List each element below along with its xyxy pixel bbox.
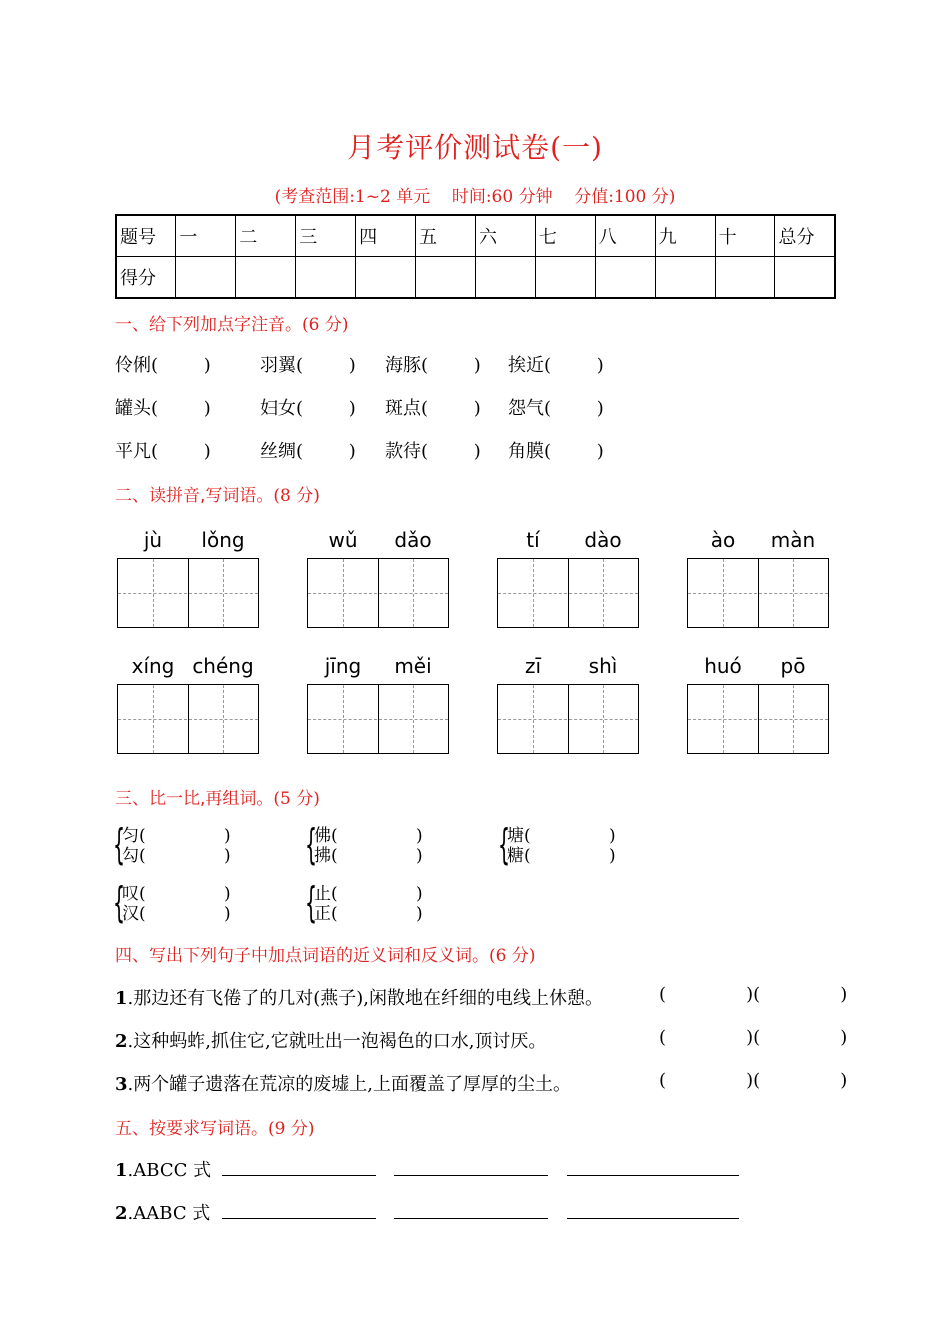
sentence-text: .那边还有飞倦了的几对(燕子),闲散地在纤细的电线上休憩。	[127, 988, 604, 1009]
compare-char: 汉(	[122, 904, 146, 924]
pinyin-item[interactable]: 羽翼( )	[260, 355, 356, 376]
compare-char: 止(	[314, 884, 338, 904]
item-number: 3	[115, 1074, 128, 1095]
answer-line[interactable]	[222, 1175, 376, 1176]
pinyin-item[interactable]: 罐头( )	[115, 398, 211, 419]
pinyin-syllable: měi	[394, 654, 432, 678]
answer-line[interactable]	[394, 1175, 548, 1176]
word-pattern-item	[115, 1156, 211, 1182]
compare-close: )	[416, 904, 423, 924]
score-cell[interactable]	[595, 257, 655, 299]
score-header-cell: 七	[535, 215, 595, 257]
brace-icon: {	[113, 878, 126, 927]
compare-char: 塘(	[507, 826, 531, 846]
score-cell[interactable]	[176, 257, 236, 299]
compare-char: 糖(	[507, 846, 531, 866]
writing-grid[interactable]	[497, 558, 639, 628]
pinyin-syllable: xíng	[131, 654, 175, 678]
score-row-label: 得分	[116, 257, 176, 299]
item-number: 2	[115, 1031, 128, 1052]
section-label: 二、读拼音,写词语。	[115, 486, 274, 506]
pinyin-syllable: màn	[770, 528, 816, 552]
score-cell[interactable]	[655, 257, 715, 299]
score-cell[interactable]	[416, 257, 476, 299]
section-label: 五、按要求写词语。	[115, 1119, 268, 1139]
brace-icon: {	[498, 820, 511, 869]
score-header-cell: 六	[475, 215, 535, 257]
pinyin-item[interactable]: 伶俐( )	[115, 355, 211, 376]
compare-close: )	[609, 846, 616, 866]
score-header-cell: 总分	[775, 215, 835, 257]
section-2-heading	[115, 481, 320, 506]
pinyin-item[interactable]: 角膜( )	[508, 441, 604, 462]
section-points: (6 分)	[489, 946, 536, 966]
pinyin-syllable: zī	[524, 654, 542, 678]
compare-char: 匀(	[122, 826, 146, 846]
score-header-cell: 一	[176, 215, 236, 257]
section-points: (5 分)	[273, 789, 320, 809]
score-header-cell: 二	[236, 215, 296, 257]
item-number: 1	[115, 988, 128, 1009]
sentence-item	[115, 984, 603, 1010]
writing-grid[interactable]	[307, 684, 449, 754]
writing-grid[interactable]	[117, 558, 259, 628]
score-header-cell: 九	[655, 215, 715, 257]
score-cell[interactable]	[535, 257, 595, 299]
score-cell[interactable]	[475, 257, 535, 299]
item-number: 1	[115, 1160, 128, 1181]
writing-grid[interactable]	[117, 684, 259, 754]
writing-grid[interactable]	[307, 558, 449, 628]
sentence-item	[115, 1027, 546, 1053]
section-label: 一、给下列加点字注音。	[115, 315, 302, 335]
sentence-text: .这种蚂蚱,抓住它,它就吐出一泡褐色的口水,顶讨厌。	[127, 1031, 547, 1052]
score-header-cell: 题号	[116, 215, 176, 257]
compare-close: )	[224, 846, 231, 866]
score-header-cell: 八	[595, 215, 655, 257]
answer-line[interactable]	[394, 1218, 548, 1219]
word-pattern-item	[115, 1199, 210, 1225]
score-table-score-row	[116, 257, 835, 299]
pinyin-syllable: wǔ	[328, 528, 358, 552]
score-header-cell: 三	[296, 215, 356, 257]
score-cell[interactable]	[715, 257, 775, 299]
pinyin-item[interactable]: 平凡( )	[115, 441, 211, 462]
compare-char: 叹(	[122, 884, 146, 904]
answer-blank[interactable]: ( )( )	[659, 984, 848, 1005]
score-cell[interactable]	[296, 257, 356, 299]
section-points: (8 分)	[273, 486, 320, 506]
pinyin-item[interactable]: 海豚( )	[385, 355, 481, 376]
score-header-cell: 十	[715, 215, 775, 257]
writing-grid[interactable]	[687, 558, 829, 628]
compare-close: )	[224, 826, 231, 846]
compare-char: 正(	[314, 904, 338, 924]
pinyin-syllable: dào	[584, 528, 622, 552]
pinyin-item[interactable]: 挨近( )	[508, 355, 604, 376]
sentence-item	[115, 1070, 571, 1096]
pinyin-syllable: dǎo	[394, 528, 432, 552]
pinyin-syllable: ào	[710, 528, 736, 552]
section-label: 三、比一比,再组词。	[115, 789, 274, 809]
exam-info: (考查范围:1~2 单元 时间:60 分钟 分值:100 分)	[274, 187, 676, 207]
score-header-cell: 四	[356, 215, 416, 257]
pinyin-syllable: huó	[704, 654, 742, 678]
answer-blank[interactable]: ( )( )	[659, 1070, 848, 1091]
pattern-label: .ABCC 式	[127, 1160, 212, 1181]
answer-blank[interactable]: ( )( )	[659, 1027, 848, 1048]
brace-icon: {	[305, 878, 318, 927]
score-header-cell: 五	[416, 215, 476, 257]
sentence-text: .两个罐子遗落在荒凉的废墟上,上面覆盖了厚厚的尘土。	[127, 1074, 571, 1095]
pinyin-syllable: shì	[588, 654, 618, 678]
compare-close: )	[416, 846, 423, 866]
score-cell[interactable]	[775, 257, 835, 299]
compare-close: )	[224, 904, 231, 924]
score-table	[115, 214, 836, 299]
section-1-heading	[115, 310, 348, 335]
answer-line[interactable]	[567, 1218, 739, 1219]
section-label: 四、写出下列句子中加点词语的近义词和反义词。	[115, 946, 489, 966]
pinyin-syllable: pō	[780, 654, 806, 678]
compare-close: )	[416, 826, 423, 846]
pinyin-item[interactable]: 怨气( )	[508, 398, 604, 419]
pinyin-item[interactable]: 款待( )	[385, 441, 481, 462]
section-points: (9 分)	[268, 1119, 315, 1139]
section-4-heading	[115, 941, 535, 966]
compare-char: 佛(	[314, 826, 338, 846]
answer-line[interactable]	[222, 1218, 376, 1219]
compare-close: )	[224, 884, 231, 904]
pinyin-syllable: chéng	[192, 654, 254, 678]
compare-close: )	[416, 884, 423, 904]
section-3-heading	[115, 784, 320, 809]
pinyin-syllable: tí	[526, 528, 540, 552]
section-points: (6 分)	[302, 315, 349, 335]
brace-icon: {	[305, 820, 318, 869]
pinyin-item[interactable]: 妇女( )	[260, 398, 356, 419]
score-table-header-row	[116, 215, 835, 257]
brace-icon: {	[113, 820, 126, 869]
item-number: 2	[115, 1203, 128, 1224]
compare-char: 勾(	[122, 846, 146, 866]
compare-close: )	[609, 826, 616, 846]
pattern-label: .AABC 式	[127, 1203, 211, 1224]
pinyin-syllable: lǒng	[201, 528, 245, 552]
section-5-heading	[115, 1114, 314, 1139]
answer-line[interactable]	[567, 1175, 739, 1176]
score-cell[interactable]	[356, 257, 416, 299]
writing-grid[interactable]	[497, 684, 639, 754]
page-title: 月考评价测试卷(一)	[347, 131, 603, 164]
compare-char: 拂(	[314, 846, 338, 866]
pinyin-syllable: jù	[143, 528, 163, 552]
pinyin-item[interactable]: 丝绸( )	[260, 441, 356, 462]
score-cell[interactable]	[236, 257, 296, 299]
pinyin-item[interactable]: 斑点( )	[385, 398, 481, 419]
writing-grid[interactable]	[687, 684, 829, 754]
pinyin-syllable: jīng	[324, 654, 362, 678]
